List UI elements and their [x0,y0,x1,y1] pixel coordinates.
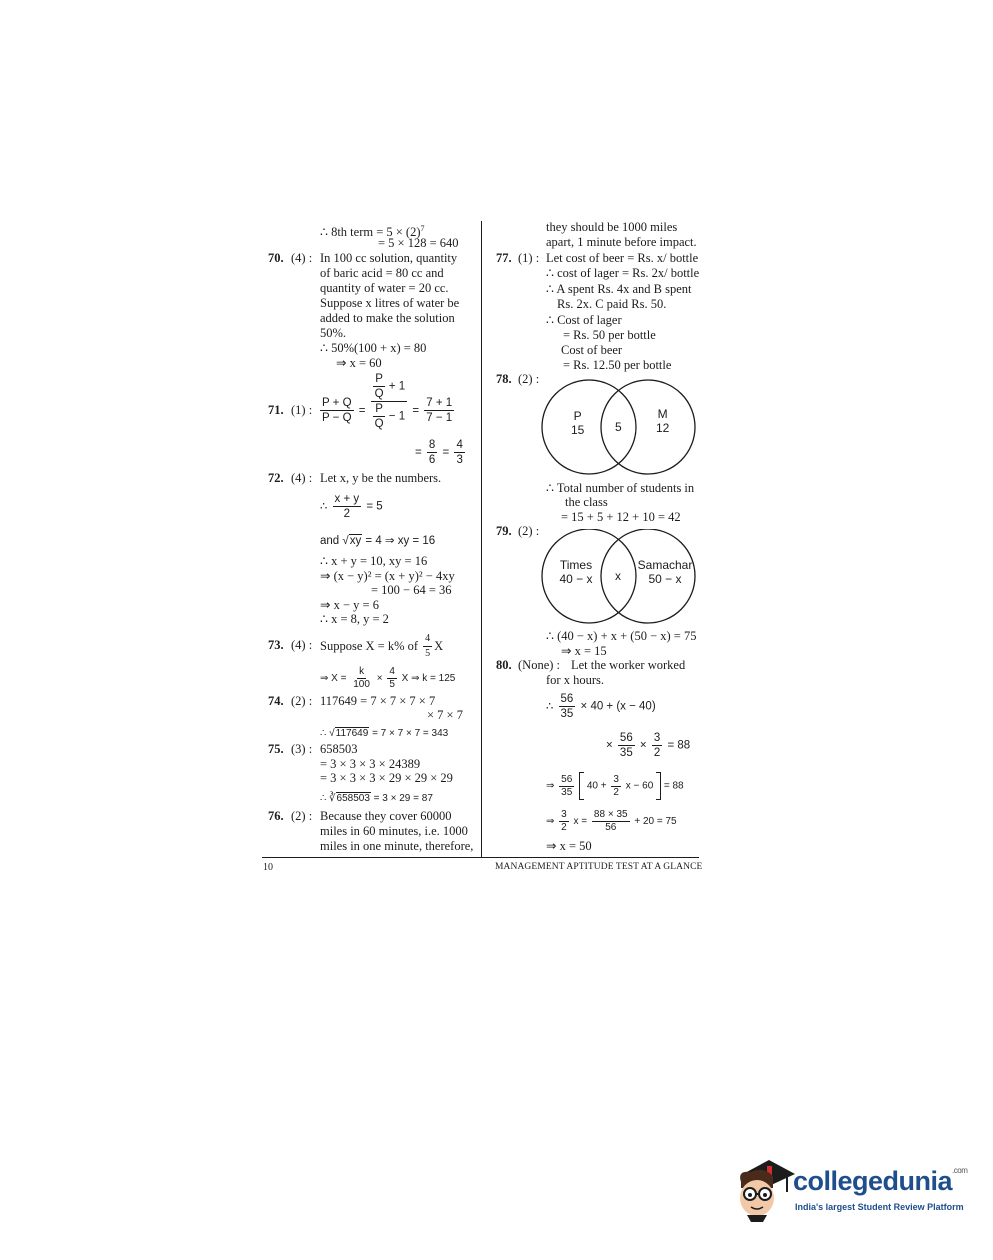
q80-line2: for x hours. [546,673,604,687]
q76-continued: they should be 1000 miles apart, 1 minute before impact. [546,220,697,249]
q70-number: 70. [268,251,284,265]
q70-text: In 100 cc solution, quantity of baric acid = 80 cc and quantity of water = 20 cc. Suppose x litres of water be added to make the solution 50%. [320,251,460,340]
q72-frac: ∴ $\frac{x + y}{2}$ = 5 [320,493,383,520]
brand-name: collegedunia$^{.com}$ [793,1166,968,1196]
q80-eq3: ⇒ $\frac{56}{35}$ 40 + $\frac{3}{2}$ x − 60 = 88 [546,772,684,800]
q80-eq2: × $\frac{56}{35}$ × $\frac{3}{2}$ = 88 [606,732,691,759]
venn2-left: Times 40 − x [559,558,593,586]
q75-number: 75. [268,742,284,756]
q71-result: = $\frac{8}{6}$ = $\frac{4}{3}$ [415,439,463,466]
q75-calc: ∴ ∛658503 = 3 × 29 = 87 [320,793,433,804]
venn2-right: Samachar 50 − x [637,558,693,586]
venn1-right: M 12 [656,407,670,435]
q80-number: 80. [496,658,512,672]
q74-line2: × 7 × 7 [427,708,463,722]
q80-answer: (None) : [518,658,560,672]
mascot-icon [733,1152,795,1222]
q70-calc1: ∴ 50%(100 + x) = 80 [320,341,427,355]
q73-answer: (4) : [291,638,313,652]
q75-line3: = 3 × 3 × 3 × 29 × 29 × 29 [320,771,453,785]
q69-line1: ∴ 8th term = $5 \times (2)^7$ [320,224,425,240]
q70-answer: (4) : [291,251,313,265]
q70-calc2: ⇒ x = 60 [336,356,382,370]
q80-eq5: ⇒ x = 50 [546,839,592,853]
q69-line2: = 5 × 128 = 640 [378,236,459,250]
q71-answer: (1) : [291,403,313,417]
q73-number: 73. [268,638,284,652]
q72-calc2: ⇒ (x − y)² = (x + y)² − 4xy [320,569,455,583]
q79-answer: (2) : [518,524,540,538]
q75-answer: (3) : [291,742,313,756]
q76-number: 76. [268,809,284,823]
q80-line1: Let the worker worked [571,658,686,672]
q72-calc3: = 100 − 64 = 36 [371,583,452,597]
venn2-mid: x [615,569,621,583]
q79-calc2: ⇒ x = 15 [561,644,607,658]
q71-number: 71. [268,403,284,417]
q79-calc1: ∴ (40 − x) + x + (50 − x) = 75 [546,629,697,643]
q76-text: Because they cover 60000 miles in 60 minutes, i.e. 1000 miles in one minute, therefore, [320,809,474,853]
q72-calc1: ∴ x + y = 10, xy = 16 [320,554,428,568]
column-divider [481,221,482,857]
q73-calc: ⇒ X = $\frac{k}{100}$ × $\frac{4}{5}$ X ⇒ k = 125 [320,666,456,690]
q78-answer: (2) : [518,372,540,386]
q77-line3: ∴ A spent Rs. 4x and B spent [546,282,692,296]
q77-answer: (1) : [518,251,540,265]
collegedunia-logo [733,1152,968,1227]
q78-calc1: ∴ Total number of students in [546,481,695,495]
venn1-mid: 5 [615,420,622,434]
q77-line7: Cost of beer [561,343,623,357]
q79-number: 79. [496,524,512,538]
q80-eq1: ∴ $\frac{56}{35}$ × 40 + (x − 40) [546,693,656,720]
q72-text: Let x, y be the numbers. [320,471,442,485]
q77-line6: = Rs. 50 per bottle [563,328,656,342]
q75-line2: = 3 × 3 × 3 × 24389 [320,757,421,771]
q71-equation: $\frac{P + Q}{P - Q}$ = $\frac{P}{Q}$ + 1 $\frac{P}{Q}$ − 1 = $\frac{7 + 1}{7 - 1}$ [322,373,453,430]
q78-calc2: the class [565,495,608,509]
footer-rule [262,857,699,858]
q72-and: and √xy = 4 ⇒ xy = 16 [320,535,436,547]
q74-number: 74. [268,694,284,708]
q74-calc: ∴ √117649 = 7 × 7 × 7 = 343 [320,728,449,739]
q78-number: 78. [496,372,512,386]
q77-line8: = Rs. 12.50 per bottle [563,358,672,372]
q74-answer: (2) : [291,694,313,708]
q77-line5: ∴ Cost of lager [546,313,622,327]
q77-number: 77. [496,251,512,265]
q72-answer: (4) : [291,471,313,485]
q72-calc4: ⇒ x − y = 6 [320,598,379,612]
q72-number: 72. [268,471,284,485]
venn1-left: P 15 [571,409,585,437]
q77-line2: ∴ cost of lager = Rs. 2x/ bottle [546,266,700,280]
q72-calc5: ∴ x = 8, y = 2 [320,612,389,626]
q77-line1: Let cost of beer = Rs. x/ bottle [546,251,699,265]
page-number: 10 [263,862,273,873]
q73-text: Suppose X = k% of $\frac{4}{5}$ X [320,633,444,659]
q74-line1: 117649 = 7 × 7 × 7 × 7 [320,694,436,708]
brand-tagline: India's largest Student Review Platform [795,1202,964,1212]
q75-line1: 658503 [320,742,358,756]
q76-answer: (2) : [291,809,313,823]
q77-line4: Rs. 2x. C paid Rs. 50. [557,297,667,311]
q80-eq4: ⇒ $\frac{3}{2}$ x = $\frac{88 \times 35}{56}$ + 20 = 75 [546,809,677,833]
running-footer-title: MANAGEMENT APTITUDE TEST AT A GLANCE [495,862,703,872]
q78-calc3: = 15 + 5 + 12 + 10 = 42 [561,510,681,524]
